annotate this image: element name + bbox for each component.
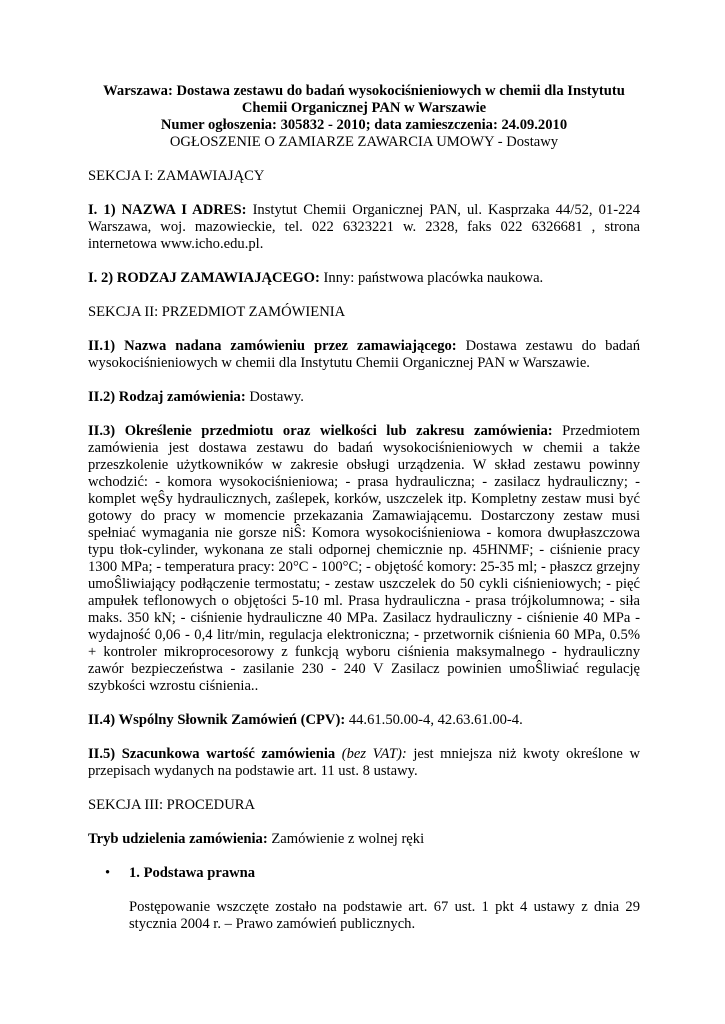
contracting-type-text: Inny: państwowa placówka naukowa. <box>319 270 544 286</box>
cpv-paragraph <box>88 712 640 729</box>
order-scope-text: Przedmiotem zamówienia jest dostawa zestawu do badań wysokociśnieniowych w chemii a także przeszkolenie użytkowników w zakresie obsługi urządzenia. W skład zestawu powinny wchodzić: - komora wysokociśnieniowa; - prasa hydrauliczna; - zasilacz hydrauliczny; - komplet węŜy hydraulicznych, zaślepek, korków, uszczelek itp. Kompletny zestaw musi być gotowy do pracy w momencie przekazania Zamawiającemu. Dostarczony zestaw musi spełniać wymagania nie gorsze niŜ: Komora wysokociśnieniowa - komora dwupłaszczowa typu tłok-cylinder, wykonana ze stali odpornej chemicznie np. 45HNMF; - ciśnienie pracy 1300 MPa; - temperatura pracy: 20°C - 100°C; - objętość komory: 25-35 ml; - płaszcz grzejny umoŜliwiający podłączenie termostatu; - zestaw uszczelek do 50 cykli ciśnieniowych; - pięć ampułek teflonowych o objętości 5-10 ml. Prasa hydrauliczna - prasa trójkolumnowa; - siła maks. 350 kN; - ciśnienie hydrauliczne 40 MPa. Zasilacz hydrauliczny - ciśnienie 40 MPa - wydajność 0,06 - 0,4 litr/min, regulacja elektroniczna; - przetwornik ciśnienia 60 MPa, 0.5% + kontroler mikroprocesorowy z funkcją wyboru ciśnienia maksymalnego - hydrauliczny zawór bezpieczeństwa - zasilanie 230 - 240 V Zasilacz powinien umoŜliwiać regulację szybkości wzrostu ciśnienia.. <box>88 423 640 694</box>
bullet-icon: • <box>105 865 111 881</box>
order-type-text: Dostawy. <box>245 389 304 405</box>
estimated-value-paragraph <box>88 746 640 780</box>
name-address-label: I. 1) NAZWA I ADRES: <box>88 202 247 218</box>
announcement-number: Numer ogłoszenia: 305832 - 2010; data zamieszczenia: 24.09.2010 <box>160 117 568 133</box>
legal-basis-title: 1. Podstawa prawna <box>129 865 256 881</box>
section-2-heading: SEKCJA II: PRZEDMIOT ZAMÓWIENIA <box>88 304 346 320</box>
procedure-mode-paragraph <box>88 831 640 848</box>
order-type-label: II.2) Rodzaj zamówienia: <box>88 389 246 405</box>
order-name-text: Dostawa zestawu do badań wysokociśnieniowych w chemii dla Instytutu Chemii Organicznej PAN w Warszawie. <box>88 338 640 371</box>
procedure-mode-text: Zamówienie z wolnej ręki <box>267 831 425 847</box>
document-content <box>88 83 640 933</box>
title-line-1: Warszawa: Dostawa zestawu do badań wysokociśnieniowych w chemii dla Instytutu <box>103 83 625 99</box>
procedure-mode-label: Tryb udzielenia zamówienia: <box>88 831 268 847</box>
order-name-paragraph <box>88 338 640 372</box>
contracting-type-label: I. 2) RODZAJ ZAMAWIAJĄCEGO: <box>88 270 320 286</box>
cpv-label: II.4) Wspólny Słownik Zamówień (CPV): <box>88 712 346 728</box>
section-3-heading: SEKCJA III: PROCEDURA <box>88 797 256 813</box>
section-1-heading: SEKCJA I: ZAMAWIAJĄCY <box>88 168 265 184</box>
estimated-value-text: jest mniejsza niż kwoty określone w przepisach wydanych na podstawie art. 11 ust. 8 ustawy. <box>88 746 640 779</box>
title-line-2: Chemii Organicznej PAN w Warszawie <box>241 100 487 116</box>
estimated-value-label: II.5) Szacunkowa wartość zamówienia <box>88 746 336 762</box>
order-scope-paragraph <box>88 423 640 695</box>
announcement-type: OGŁOSZENIE O ZAMIARZE ZAWARCIA UMOWY - Dostawy <box>169 134 559 150</box>
contracting-type-paragraph <box>88 270 640 287</box>
cpv-codes: 44.61.50.00-4, 42.63.61.00-4. <box>345 712 523 728</box>
list-item-legal-basis <box>88 865 640 882</box>
legal-basis-text: Postępowanie wszczęte zostało na podstawie art. 67 ust. 1 pkt 4 ustawy z dnia 29 stycznia 2004 r. – Prawo zamówień publicznych. <box>129 899 640 932</box>
order-type-paragraph <box>88 389 640 406</box>
estimated-value-vat-note: (bez VAT): <box>335 746 407 762</box>
document-header <box>88 83 640 151</box>
name-address-text: Instytut Chemii Organicznej PAN, ul. Kasprzaka 44/52, 01-224 Warszawa, woj. mazowieckie, tel. 022 6323221 w. 2328, faks 022 6326681 , strona internetowa www.icho.edu.pl. <box>88 202 640 252</box>
order-scope-label: II.3) Określenie przedmiotu oraz wielkości lub zakresu zamówienia: <box>88 423 553 439</box>
name-address-paragraph <box>88 202 640 253</box>
order-name-label: II.1) Nazwa nadana zamówieniu przez zamawiającego: <box>88 338 457 354</box>
